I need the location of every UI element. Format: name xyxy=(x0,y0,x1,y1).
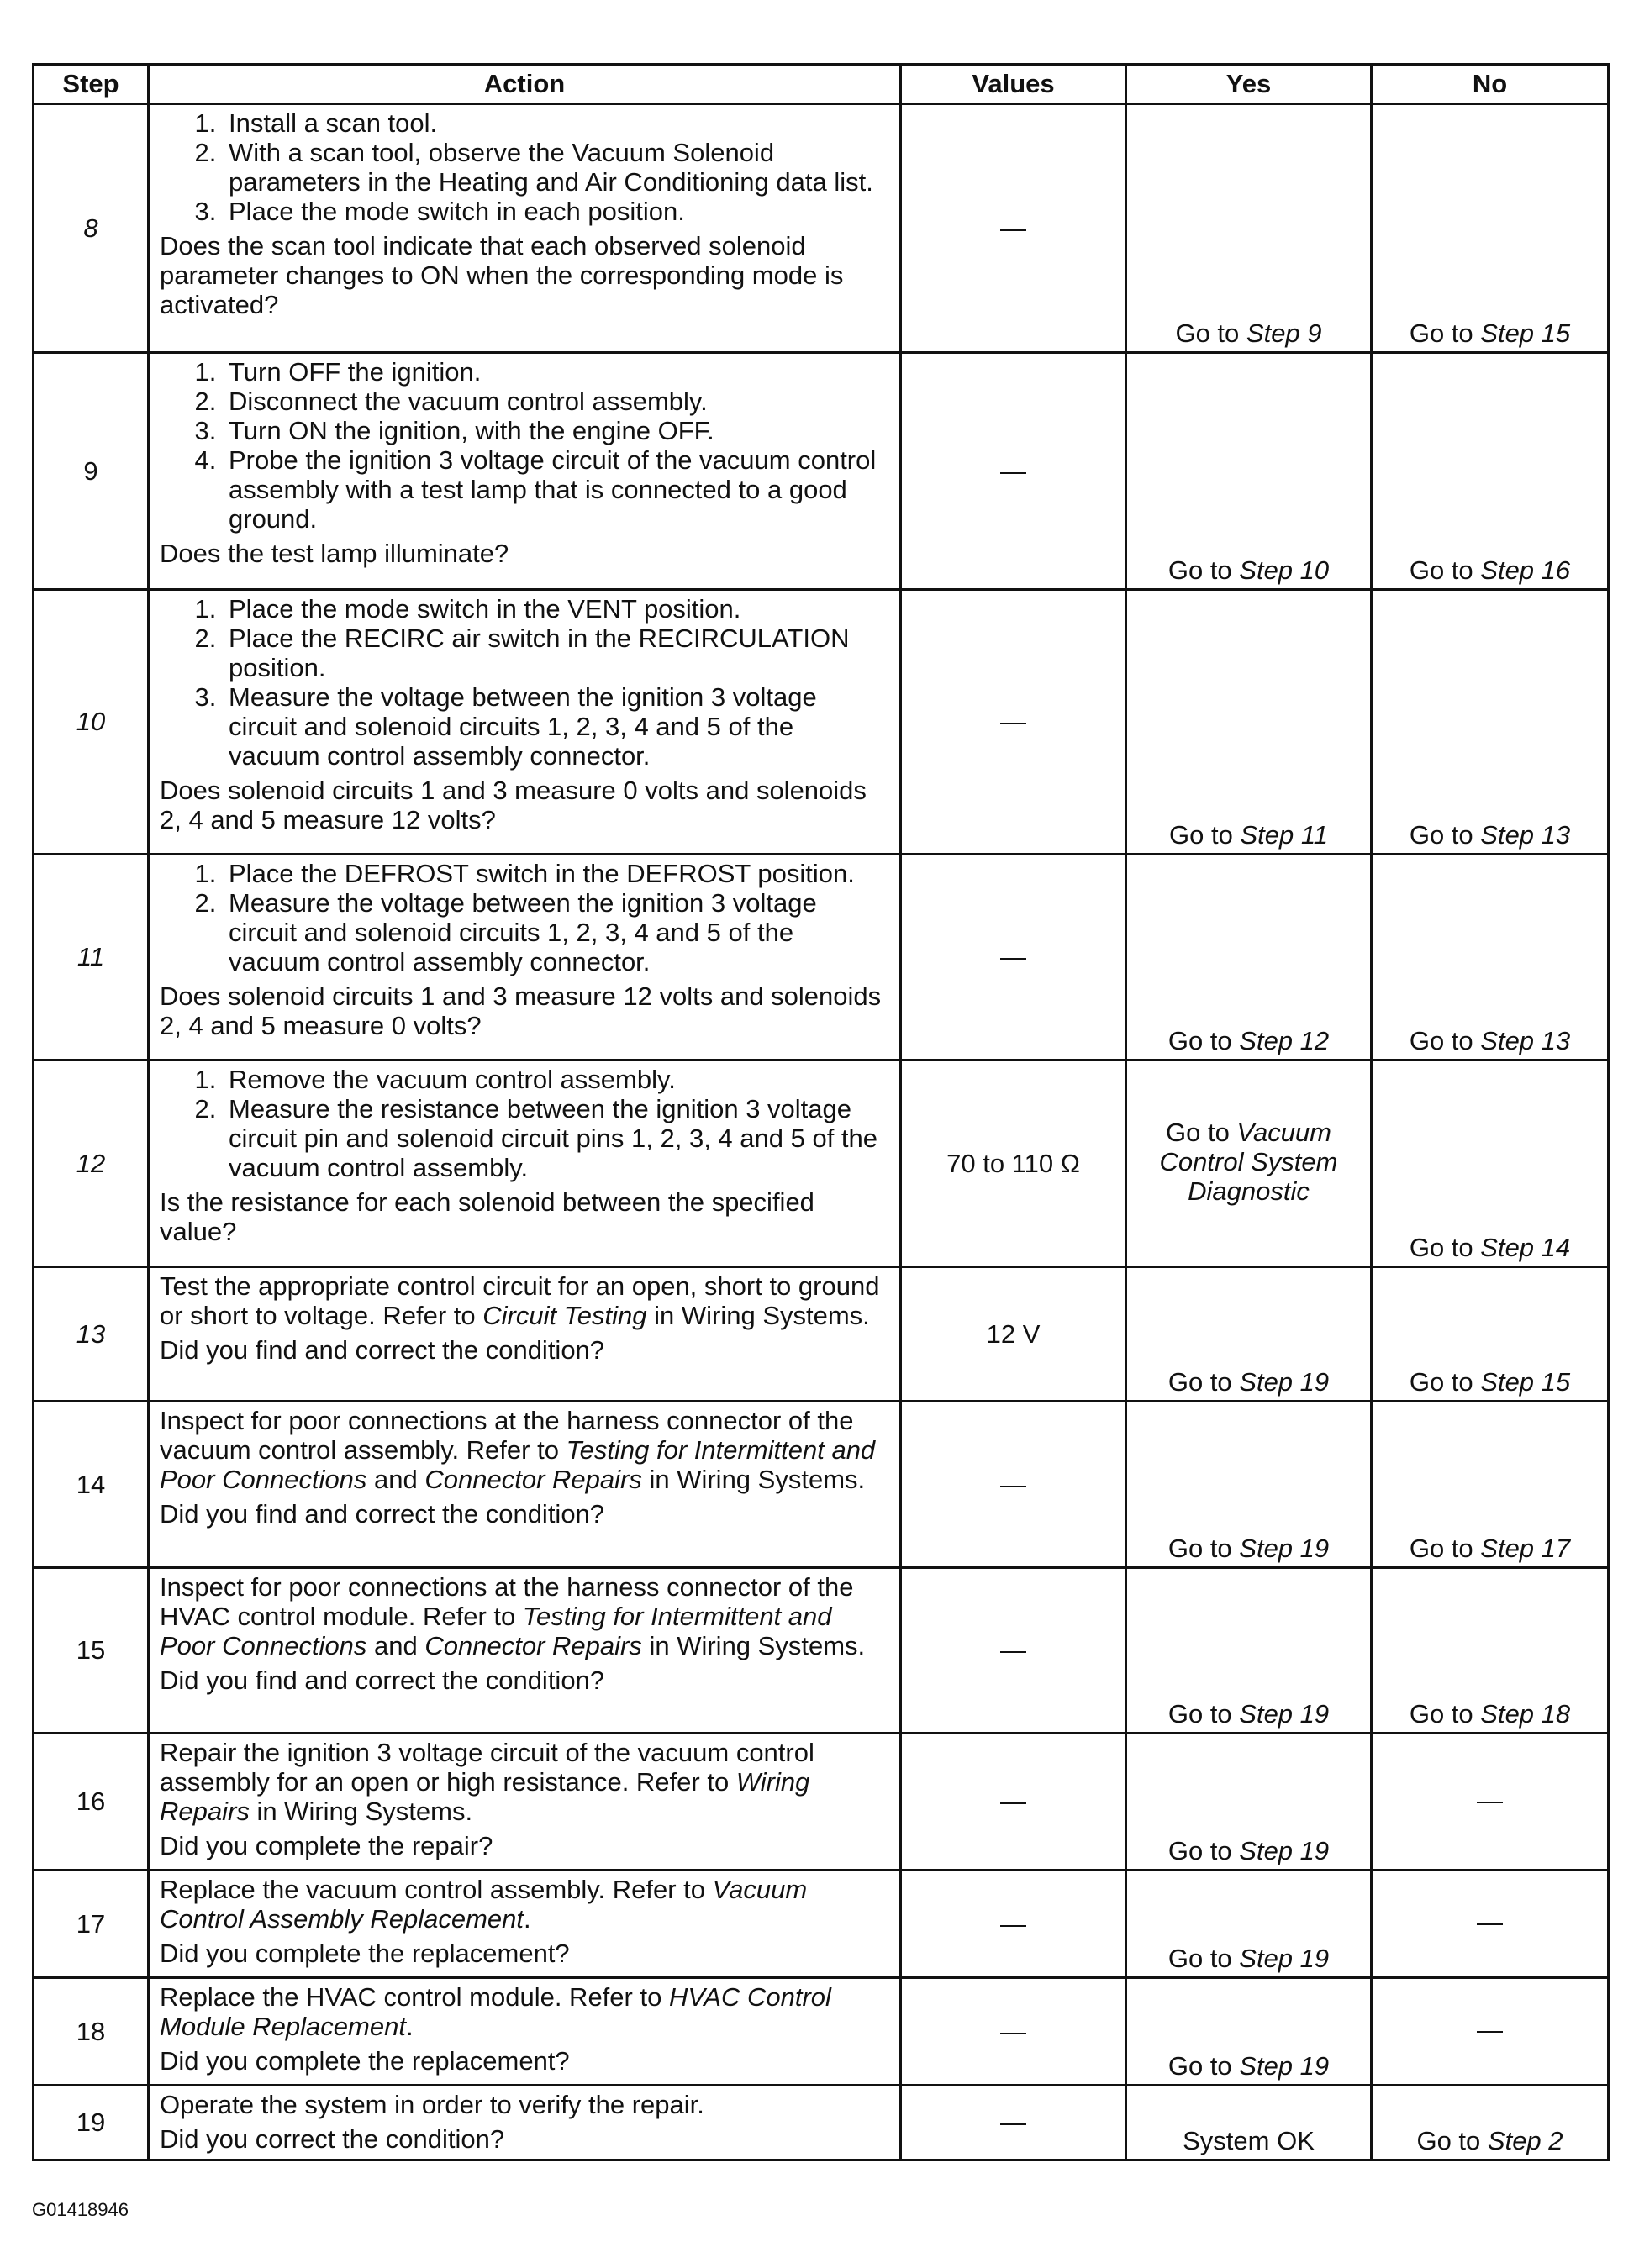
table-row xyxy=(34,104,1609,353)
no-cell xyxy=(1372,1568,1609,1734)
table-row xyxy=(34,1060,1609,1267)
no-step-link[interactable]: Step 15 xyxy=(1480,318,1571,348)
values-cell: — xyxy=(901,1734,1126,1871)
goto-label: Go to xyxy=(1167,1367,1232,1397)
values-cell: 70 to 110 Ω xyxy=(901,1060,1126,1267)
reference-link[interactable]: Testing for Intermittent and Poor Connections xyxy=(160,1602,832,1660)
values-cell: — xyxy=(901,1568,1126,1734)
action-question: Did you find and correct the condition? xyxy=(160,1335,605,1365)
step-number: 19 xyxy=(34,2086,149,2160)
goto-label: Go to xyxy=(1167,1944,1232,1973)
no-cell: — xyxy=(1372,1978,1609,2086)
action-question: Does the test lamp illuminate? xyxy=(160,539,509,568)
no-step-link[interactable]: Step 17 xyxy=(1480,1534,1571,1563)
goto-label: Go to xyxy=(1175,318,1240,348)
yes-cell xyxy=(1126,104,1372,353)
goto-label: Go to xyxy=(1409,1367,1473,1397)
values-cell: — xyxy=(901,353,1126,590)
yes-step-link[interactable]: Step 12 xyxy=(1239,1026,1330,1055)
action-text-part: Replace the HVAC control module. Refer to xyxy=(160,1982,669,2012)
action-cell xyxy=(149,1402,901,1568)
step-number: 14 xyxy=(34,1402,149,1568)
goto-label: Go to xyxy=(1167,555,1232,585)
action-text-part: in Wiring Systems. xyxy=(641,1631,866,1660)
action-step: 3. Place the mode switch in each position. xyxy=(224,197,889,226)
yes-step-link[interactable]: Step 19 xyxy=(1239,1367,1330,1397)
action-question: Is the resistance for each solenoid between the specified value? xyxy=(160,1187,814,1246)
reference-link[interactable]: Circuit Testing xyxy=(482,1301,647,1330)
reference-link[interactable]: Vacuum Control Assembly Replacement xyxy=(160,1875,808,1934)
action-text: Operate the system in order to verify the repair. xyxy=(160,2090,704,2119)
action-step: 1. Turn OFF the ignition. xyxy=(224,357,889,387)
action-steps xyxy=(160,108,889,226)
action-question: Does solenoid circuits 1 and 3 measure 0 volts and solenoids 2, 4 and 5 measure 12 volts? xyxy=(160,776,867,834)
goto-label: Go to xyxy=(1167,1026,1232,1055)
action-cell xyxy=(149,1568,901,1734)
header-step: Step xyxy=(34,65,149,104)
action-text-part: . xyxy=(524,1904,531,1934)
yes-cell xyxy=(1126,1267,1372,1402)
action-step: 2. With a scan tool, observe the Vacuum Solenoid parameters in the Heating and Air Conditioning data list. xyxy=(224,138,889,197)
yes-cell xyxy=(1126,1568,1372,1734)
action-question: Did you find and correct the condition? xyxy=(160,1665,605,1695)
action-text-part: in Wiring Systems. xyxy=(641,1465,866,1494)
action-cell xyxy=(149,2086,901,2160)
yes-step-link[interactable]: Step 19 xyxy=(1239,1836,1330,1865)
goto-label: Go to xyxy=(1409,1026,1473,1055)
no-cell xyxy=(1372,1267,1609,1402)
action-cell xyxy=(149,1267,901,1402)
yes-cell xyxy=(1126,1060,1372,1267)
action-cell xyxy=(149,1978,901,2086)
goto-label: Go to xyxy=(1409,555,1473,585)
action-step: 2. Measure the resistance between the ignition 3 voltage circuit pin and solenoid circuit pins 1, 2, 3, 4 and 5 of the vacuum control assembly. xyxy=(224,1094,889,1182)
action-text xyxy=(160,1406,889,1494)
reference-link[interactable]: HVAC Control Module Replacement xyxy=(160,1982,831,2041)
action-question: Did you complete the replacement? xyxy=(160,2046,570,2076)
action-steps xyxy=(160,594,889,771)
action-step: 1. Place the mode switch in the VENT position. xyxy=(224,594,889,624)
no-step-link[interactable]: Step 15 xyxy=(1480,1367,1571,1397)
table-row xyxy=(34,855,1609,1060)
table-row xyxy=(34,1267,1609,1402)
no-step-link[interactable]: Step 18 xyxy=(1480,1699,1571,1729)
table-row xyxy=(34,1734,1609,1871)
action-question: Does solenoid circuits 1 and 3 measure 12 volts and solenoids 2, 4 and 5 measure 0 volts? xyxy=(160,981,882,1040)
action-text-part: and xyxy=(366,1631,425,1660)
reference-link[interactable]: Connector Repairs xyxy=(424,1631,642,1660)
step-number: 18 xyxy=(34,1978,149,2086)
goto-label: Go to xyxy=(1409,1233,1473,1262)
action-cell xyxy=(149,104,901,353)
action-step: 2. Place the RECIRC air switch in the RECIRCULATION position. xyxy=(224,624,889,682)
action-question: Does the scan tool indicate that each observed solenoid parameter changes to ON when the corresponding mode is activated? xyxy=(160,231,844,319)
table-row xyxy=(34,353,1609,590)
header-action: Action xyxy=(149,65,901,104)
table-row xyxy=(34,1978,1609,2086)
values-cell: 12 V xyxy=(901,1267,1126,1402)
yes-step-link[interactable]: Step 19 xyxy=(1239,1699,1330,1729)
action-cell xyxy=(149,353,901,590)
action-steps xyxy=(160,357,889,534)
yes-cell xyxy=(1126,590,1372,855)
action-text-part: in Wiring Systems. xyxy=(249,1797,473,1826)
no-step-link[interactable]: Step 14 xyxy=(1480,1233,1571,1262)
step-number: 8 xyxy=(34,104,149,353)
no-cell xyxy=(1372,590,1609,855)
action-step: 4. Probe the ignition 3 voltage circuit of the vacuum control assembly with a test lamp that is connected to a good ground. xyxy=(224,445,889,534)
action-steps xyxy=(160,859,889,976)
values-cell: — xyxy=(901,1871,1126,1978)
header-values: Values xyxy=(901,65,1126,104)
action-text-part: in Wiring Systems. xyxy=(646,1301,870,1330)
values-cell: — xyxy=(901,590,1126,855)
goto-label: Go to xyxy=(1409,1699,1473,1729)
no-step-link[interactable]: Step 2 xyxy=(1487,2126,1563,2155)
action-cell xyxy=(149,855,901,1060)
step-number: 9 xyxy=(34,353,149,590)
values-cell: — xyxy=(901,855,1126,1060)
action-text xyxy=(160,1271,889,1330)
header-yes: Yes xyxy=(1126,65,1372,104)
yes-cell xyxy=(1126,1734,1372,1871)
header-no: No xyxy=(1372,65,1609,104)
action-text-part: . xyxy=(405,2012,414,2041)
no-cell xyxy=(1372,104,1609,353)
values-cell: — xyxy=(901,104,1126,353)
action-question: Did you complete the repair? xyxy=(160,1831,493,1860)
action-text xyxy=(160,1572,889,1660)
step-number: 13 xyxy=(34,1267,149,1402)
yes-cell xyxy=(1126,1871,1372,1978)
no-cell xyxy=(1372,1402,1609,1568)
action-step: 1. Remove the vacuum control assembly. xyxy=(224,1065,889,1094)
goto-label: Go to xyxy=(1167,1699,1232,1729)
action-question: Did you complete the replacement? xyxy=(160,1939,570,1968)
reference-link[interactable]: Connector Repairs xyxy=(424,1465,642,1494)
goto-label: Go to xyxy=(1167,2051,1232,2081)
yes-diagnostic-link[interactable]: Vacuum Control System Diagnostic xyxy=(1159,1118,1338,1206)
goto-label: Go to xyxy=(1409,820,1473,850)
no-cell xyxy=(1372,855,1609,1060)
goto-label: Go to xyxy=(1416,2126,1481,2155)
action-cell xyxy=(149,1734,901,1871)
yes-step-link[interactable]: Step 19 xyxy=(1239,1944,1330,1973)
no-cell xyxy=(1372,1060,1609,1267)
no-cell: — xyxy=(1372,1871,1609,1978)
yes-cell xyxy=(1126,1978,1372,2086)
action-text-part: Inspect for poor connections at the harness connector of the HVAC control module. Refer to xyxy=(160,1572,854,1631)
no-cell xyxy=(1372,2086,1609,2160)
yes-step-link[interactable]: Step 19 xyxy=(1239,2051,1330,2081)
values-cell: — xyxy=(901,2086,1126,2160)
no-step-link[interactable]: Step 13 xyxy=(1480,820,1571,850)
yes-step-link[interactable]: Step 9 xyxy=(1246,318,1322,348)
reference-link[interactable]: Wiring Repairs xyxy=(160,1767,810,1826)
yes-step-link[interactable]: Step 10 xyxy=(1239,555,1330,585)
goto-label: Go to xyxy=(1409,1534,1473,1563)
table-row xyxy=(34,1871,1609,1978)
step-number: 17 xyxy=(34,1871,149,1978)
goto-label: Go to xyxy=(1165,1118,1230,1147)
step-number: 10 xyxy=(34,590,149,855)
yes-step-link[interactable]: Step 11 xyxy=(1240,820,1329,850)
action-text xyxy=(160,1982,889,2041)
action-text-part: Repair the ignition 3 voltage circuit of the vacuum control assembly for an open or high resistance. Refer to xyxy=(160,1738,814,1797)
action-text-part: Test the appropriate control circuit for an open, short to ground or short to voltage. Refer to xyxy=(160,1271,880,1330)
action-step: 1. Install a scan tool. xyxy=(224,108,889,138)
step-number: 15 xyxy=(34,1568,149,1734)
action-text xyxy=(160,1875,889,1934)
action-text xyxy=(160,1738,889,1826)
goto-label: Go to xyxy=(1168,820,1233,850)
diagnostic-table xyxy=(32,63,1610,2161)
action-cell xyxy=(149,1871,901,1978)
no-cell xyxy=(1372,353,1609,590)
step-number: 12 xyxy=(34,1060,149,1267)
yes-cell: System OK xyxy=(1126,2086,1372,2160)
action-step: 3. Turn ON the ignition, with the engine OFF. xyxy=(224,416,889,445)
table-row xyxy=(34,590,1609,855)
yes-cell xyxy=(1126,855,1372,1060)
action-step: 2. Measure the voltage between the ignition 3 voltage circuit and solenoid circuits 1, 2, 3, 4 and 5 of the vacuum control assembly connector. xyxy=(224,888,889,976)
action-step: 2. Disconnect the vacuum control assembly. xyxy=(224,387,889,416)
goto-label: Go to xyxy=(1167,1836,1232,1865)
diagnostic-table-sheet xyxy=(32,63,1607,2161)
step-number: 11 xyxy=(34,855,149,1060)
action-steps xyxy=(160,1065,889,1182)
no-cell: — xyxy=(1372,1734,1609,1871)
no-step-link[interactable]: Step 13 xyxy=(1480,1026,1571,1055)
action-question: Did you find and correct the condition? xyxy=(160,1499,605,1529)
table-header-row xyxy=(34,65,1609,104)
action-step: 1. Place the DEFROST switch in the DEFROST position. xyxy=(224,859,889,888)
goto-label: Go to xyxy=(1409,318,1473,348)
action-text-part: Inspect for poor connections at the harness connector of the vacuum control assembly. Refer to xyxy=(160,1406,854,1465)
no-step-link[interactable]: Step 16 xyxy=(1480,555,1571,585)
figure-id: G01418946 xyxy=(32,2199,129,2220)
action-text-part: and xyxy=(366,1465,425,1494)
yes-cell xyxy=(1126,1402,1372,1568)
values-cell: — xyxy=(901,1402,1126,1568)
reference-link[interactable]: Testing for Intermittent and Poor Connections xyxy=(160,1435,876,1494)
table-row xyxy=(34,1402,1609,1568)
step-number: 16 xyxy=(34,1734,149,1871)
table-row xyxy=(34,2086,1609,2160)
yes-step-link[interactable]: Step 19 xyxy=(1239,1534,1330,1563)
values-cell: — xyxy=(901,1978,1126,2086)
action-question: Did you correct the condition? xyxy=(160,2124,505,2154)
yes-cell xyxy=(1126,353,1372,590)
action-cell xyxy=(149,590,901,855)
action-step: 3. Measure the voltage between the ignition 3 voltage circuit and solenoid circuits 1, 2, 3, 4 and 5 of the vacuum control assembly connector. xyxy=(224,682,889,771)
table-row xyxy=(34,1568,1609,1734)
action-cell xyxy=(149,1060,901,1267)
goto-label: Go to xyxy=(1167,1534,1232,1563)
action-text-part: Replace the vacuum control assembly. Refer to xyxy=(160,1875,713,1904)
